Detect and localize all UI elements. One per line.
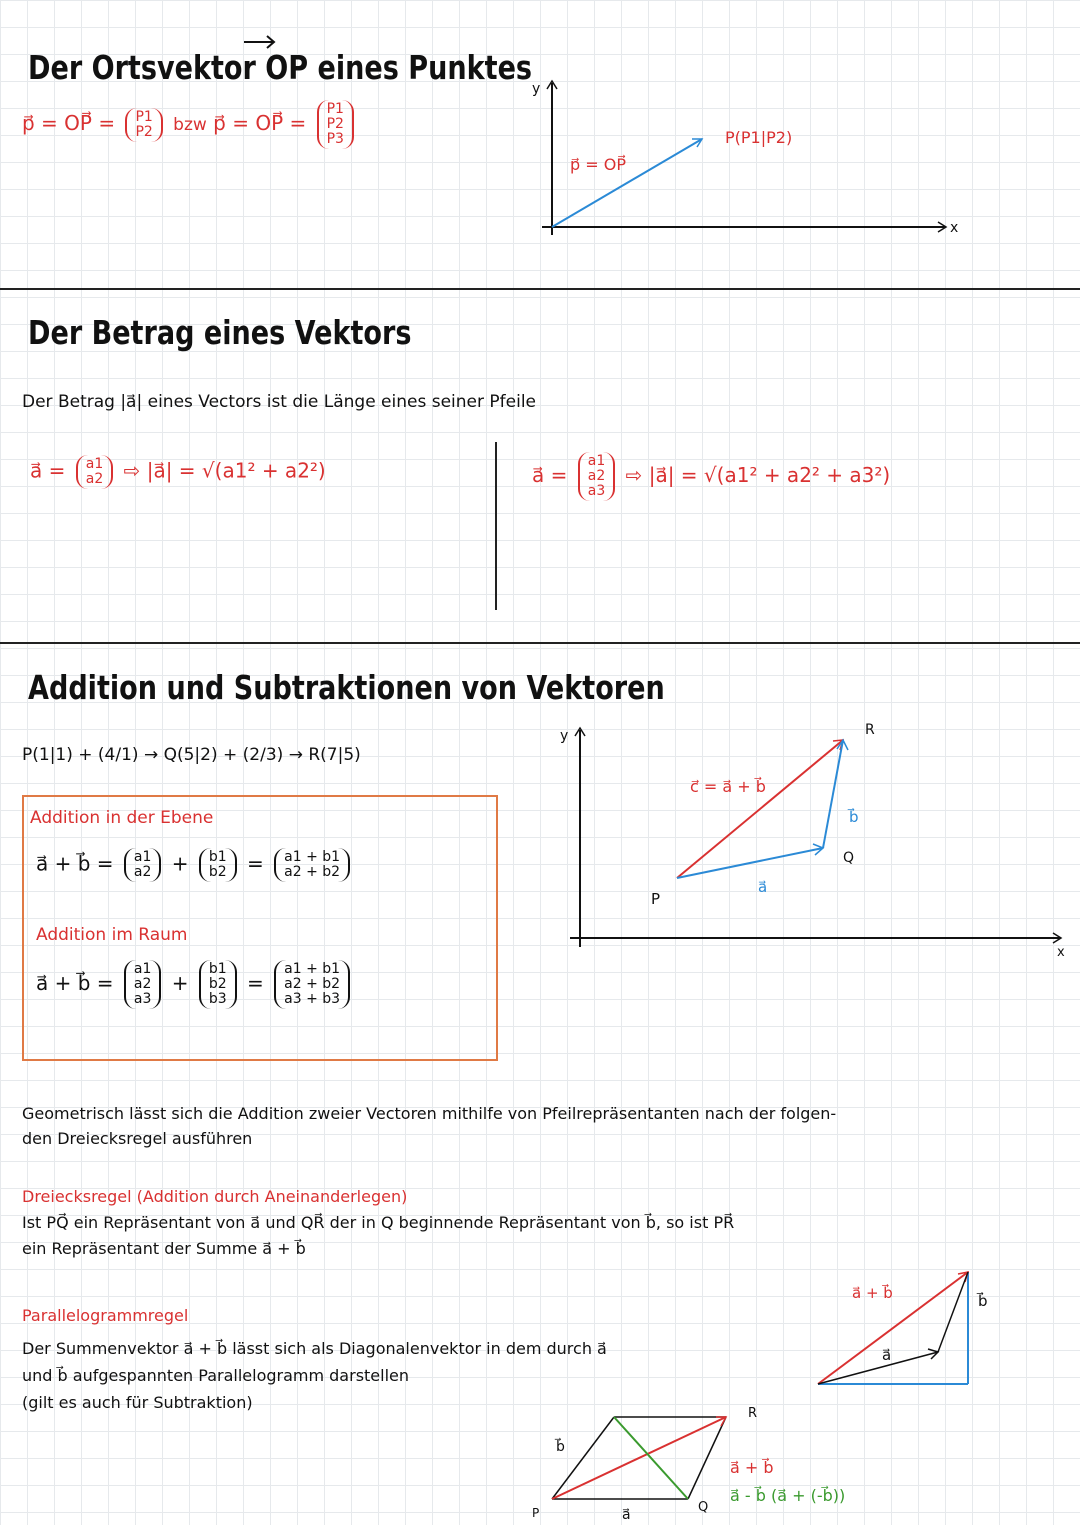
betrag-matrix-3d — [578, 452, 616, 501]
ortsvektor-title: Der Ortsvektor OP eines Punktes — [28, 48, 533, 87]
vector-c — [677, 740, 843, 878]
addition-example: P(1|1) + (4/1) → Q(5|2) + (2/3) → R(7|5) — [22, 745, 361, 765]
ebene-formula: a⃗ + b⃗ = a1 a2 + b1 b2 = a1 + b1 a2 + b2 — [36, 848, 354, 882]
x-axis-label: x — [1057, 945, 1065, 957]
raum-matrix-sum — [274, 960, 350, 1009]
matrix-entry: a1 + b1 — [284, 961, 341, 977]
dreieck-text-1: Ist PQ⃗ ein Repräsentant von a⃗ und QR⃗ der in Q beginnende Repräsentant von b⃗, so ist PR⃗ — [22, 1213, 735, 1232]
ebene-matrix-b — [199, 848, 237, 882]
formula-rhs: ⇨ |a⃗| = √(a1² + a2²) — [123, 458, 326, 483]
triangle-diagram — [800, 1262, 1070, 1392]
formula-lhs: a⃗ + b⃗ = — [36, 971, 120, 995]
dreieck-text-2: ein Repräsentant der Summe a⃗ + b⃗ — [22, 1239, 306, 1258]
position-vector — [552, 139, 702, 227]
parallel-text-3: (gilt es auch für Subtraktion) — [22, 1393, 253, 1412]
triangle-a-label: a⃗ — [882, 1346, 892, 1364]
triangle-sum-vector — [818, 1272, 968, 1384]
para-diff-label: a⃗ - b⃗ (a⃗ + (-b⃗)) — [730, 1486, 846, 1505]
ebene-matrix-a — [124, 848, 162, 882]
vector-b — [823, 740, 843, 848]
matrix-entry: b1 — [208, 849, 227, 865]
matrix-entry: a2 — [133, 976, 152, 992]
geometric-text-1: Geometrisch lässt sich die Addition zweier Vectoren mithilfe von Pfeilrepräsentanten nach der folgen- — [22, 1104, 837, 1123]
triangle-sum-label: a⃗ + b⃗ — [852, 1284, 893, 1302]
formula-lhs: a⃗ = — [532, 463, 574, 487]
q-label: Q — [843, 850, 855, 866]
matrix-entry: b3 — [208, 991, 227, 1007]
point-label: P(P1|P2) — [725, 128, 793, 147]
ebene-matrix-sum — [274, 848, 350, 882]
betrag-matrix-2d — [76, 455, 114, 489]
section-divider — [0, 642, 1080, 644]
parallel-text-2: und b⃗ aufgespannten Parallelogramm darstellen — [22, 1366, 410, 1385]
parallel-text-1: Der Summenvektor a⃗ + b⃗ lässt sich als Diagonalenvektor in dem durch a⃗ — [22, 1339, 607, 1358]
p-label: P — [651, 890, 661, 908]
ortsvektor-lhs-3d: p⃗ = OP⃗ = — [213, 111, 313, 135]
para-sum-diagonal — [552, 1417, 726, 1499]
matrix-entry: a1 — [133, 961, 152, 977]
formula-lhs: a⃗ + b⃗ = — [36, 851, 120, 876]
para-p-label: P — [532, 1506, 540, 1520]
betrag-title: Der Betrag eines Vektors — [28, 313, 412, 352]
matrix-entry: a2 — [85, 471, 104, 487]
matrix-entry: a2 — [587, 468, 606, 484]
y-axis-label: y — [532, 81, 541, 97]
matrix-entry: P3 — [326, 131, 344, 147]
matrix-entry: P1 — [135, 108, 153, 125]
matrix-entry: a3 — [133, 991, 152, 1007]
vector-a — [677, 848, 823, 878]
c-label: c⃗ = a⃗ + b⃗ — [690, 777, 766, 796]
matrix-entry: a2 + b2 — [284, 864, 341, 880]
ortsvektor-graph — [530, 75, 970, 250]
para-sum-label: a⃗ + b⃗ — [730, 1458, 774, 1477]
bzw-text: bzw — [173, 115, 207, 135]
matrix-entry: a1 — [133, 849, 152, 865]
ortsvektor-matrix-3d — [317, 100, 354, 149]
geometric-text-2: den Dreiecksregel ausführen — [22, 1129, 253, 1148]
para-diff-diagonal — [614, 1417, 688, 1499]
matrix-entry: a2 + b2 — [284, 976, 341, 992]
raum-formula: a⃗ + b⃗ = a1 a2 a3 + b1 b2 b3 = a1 + b1 a2 + b2 a3 + b3 — [36, 960, 354, 1009]
a-label: a⃗ — [758, 878, 768, 896]
betrag-formula-2d — [30, 455, 326, 489]
matrix-entry: a3 + b3 — [284, 991, 341, 1007]
addition-graph — [555, 722, 1070, 957]
betrag-vertical-divider — [495, 442, 497, 610]
matrix-entry: a1 — [85, 456, 104, 472]
matrix-entry: a2 — [133, 864, 152, 880]
section-divider — [0, 288, 1080, 290]
matrix-entry: b2 — [208, 864, 227, 880]
r-label: R — [865, 722, 875, 738]
para-left — [552, 1417, 614, 1499]
ortsvektor-matrix-2d — [125, 108, 162, 142]
matrix-entry: b1 — [208, 961, 227, 977]
matrix-entry: a1 + b1 — [284, 849, 341, 865]
parallelogram-diagram — [530, 1395, 950, 1523]
raum-matrix-a — [124, 960, 162, 1009]
formula-lhs: a⃗ = — [30, 458, 72, 483]
x-axis-label: x — [950, 220, 959, 236]
formula-rhs: ⇨ |a⃗| = √(a1² + a2² + a3²) — [625, 463, 891, 487]
betrag-definition: Der Betrag |a⃗| eines Vectors ist die Länge eines seiner Pfeile — [22, 392, 537, 412]
para-r-label: R — [748, 1406, 758, 1421]
ebene-label: Addition in der Ebene — [30, 808, 214, 828]
parallel-title: Parallelogrammregel — [22, 1306, 189, 1325]
ortsvektor-formula — [22, 100, 358, 149]
over-arrow-icon — [240, 30, 280, 50]
ortsvektor-lhs: p⃗ = OP⃗ = — [22, 111, 122, 135]
matrix-entry: b2 — [208, 976, 227, 992]
triangle-b-label: b⃗ — [978, 1292, 988, 1310]
b-label: b⃗ — [849, 808, 859, 826]
matrix-entry: P1 — [326, 101, 344, 117]
para-b-label: b⃗ — [556, 1439, 565, 1455]
para-right — [688, 1417, 726, 1499]
y-axis-label: y — [560, 728, 569, 744]
matrix-entry: P2 — [135, 123, 153, 140]
matrix-entry: a3 — [587, 483, 606, 499]
matrix-entry: a1 — [587, 453, 606, 469]
vector-label: p⃗ = OP⃗ — [570, 155, 626, 174]
triangle-a-vector — [818, 1352, 938, 1384]
raum-matrix-b — [199, 960, 237, 1009]
betrag-formula-3d — [532, 452, 890, 501]
matrix-entry: P2 — [326, 116, 344, 132]
dreieck-title: Dreiecksregel (Addition durch Aneinanderlegen) — [22, 1187, 408, 1206]
para-a-label: a⃗ — [622, 1507, 631, 1523]
para-q-label: Q — [698, 1500, 709, 1515]
addition-title: Addition und Subtraktionen von Vektoren — [28, 668, 665, 707]
raum-label: Addition im Raum — [36, 925, 188, 945]
